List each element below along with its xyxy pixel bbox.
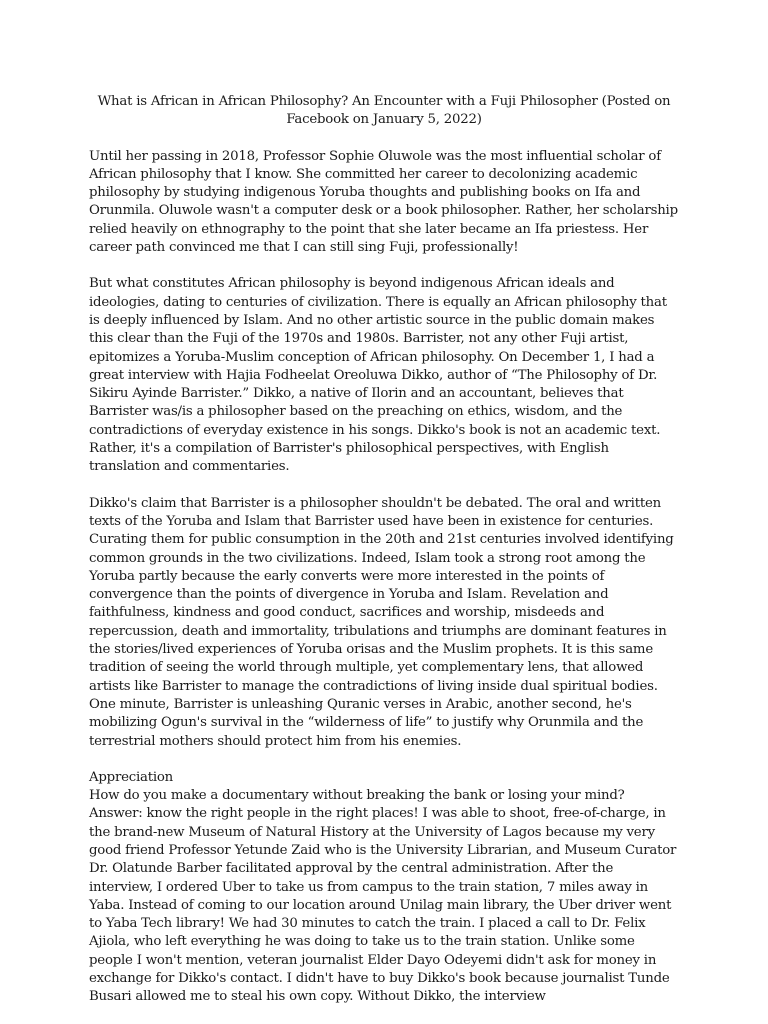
document-title: What is African in African Philosophy? An Encounter with a Fuji Philosopher (Posted on Facebook on January 5, 2022) xyxy=(97,94,671,128)
paragraph-dikko-claim: Dikko's claim that Barrister is a philosopher shouldn't be debated. The oral and written texts of the Yoruba and Islam that Barrister used have been in existence for centuries. Curating them for public consumption in the 20th and 21st centuries involved identifying common grounds in the two civilizations. Indeed, Islam took a strong root among the Yoruba partly because the early converts were more interested in the points of convergence than the points of divergence in Yoruba and Islam. Revelation and faithfulness, kindness and good conduct, sacrifices and worship, misdeeds and repercussion, death and immortality, tribulations and triumphs are dominant features in the stories/lived experiences of Yoruba orisas and the Muslim prophets. It is this same tradition of seeing the world through multiple, yet complementary lens, that allowed artists like Barrister to manage the contradictions of living inside dual spiritual bodies. One minute, Barrister is unleashing Quranic verses in Arabic, another second, he's mobilizing Ogun's survival in the “wilderness of life” to justify why Orunmila and the terrestrial mothers should protect him from his enemies. xyxy=(89,495,674,749)
paragraph-oluwole: Until her passing in 2018, Professor Sophie Oluwole was the most influential scholar of African philosophy that I know. She committed her career to decolonizing academic philosophy by studying indigenous Yoruba thoughts and publishing books on Ifa and Orunmila. Oluwole wasn't a computer desk or a book philosopher. Rather, her scholarship relied heavily on ethnography to the point that she later became an Ifa priestess. Her career path convinced me that I can still sing Fuji, professionally! xyxy=(89,148,678,256)
paragraph-appreciation: How do you make a documentary without breaking the bank or losing your mind? Answer: know the right people in the right places! I was able to shoot, free-of-charge, in the brand-new Museum of Natural History at the University of Lagos because my very good friend Professor Yetunde Zaid who is the University Librarian, and Museum Curator Dr. Olatunde Barber facilitated approval by the central administration. After the interview, I ordered Uber to take us from campus to the train station, 7 miles away in Yaba. Instead of coming to our location around Unilag main library, the Uber driver went to Yaba Tech library! We had 30 minutes to catch the train. I placed a call to Dr. Felix Ajiola, who left everything he was doing to take us to the train station. Unlike some people I won't mention, veteran journalist Elder Dayo Odeyemi didn't ask for money in exchange for Dikko's contact. I didn't have to buy Dikko's book because journalist Tunde Busari allowed me to steal his own copy. Without Dikko, the interview xyxy=(89,788,677,1005)
appreciation-heading: Appreciation xyxy=(89,769,174,785)
paragraph-african-philosophy: But what constitutes African philosophy is beyond indigenous African ideals and ideologies, dating to centuries of civilization. There is equally an African philosophy that is deeply influenced by Islam. And no other artistic source in the public domain makes this clear than the Fuji of the 1970s and 1980s. Barrister, not any other Fuji artist, epitomizes a Yoruba-Muslim conception of African philosophy. On December 1, I had a great interview with Hajia Fodheelat Oreoluwa Dikko, author of “The Philosophy of Dr. Sikiru Ayinde Barrister.” Dikko, a native of Ilorin and an accountant, believes that Barrister was/is a philosopher based on the preaching on ethics, wisdom, and the contradictions of everyday existence in his songs. Dikko's book is not an academic text. Rather, it's a compilation of Barrister's philosophical perspectives, with English translation and commentaries. xyxy=(89,276,667,475)
document-body xyxy=(89,93,679,1024)
